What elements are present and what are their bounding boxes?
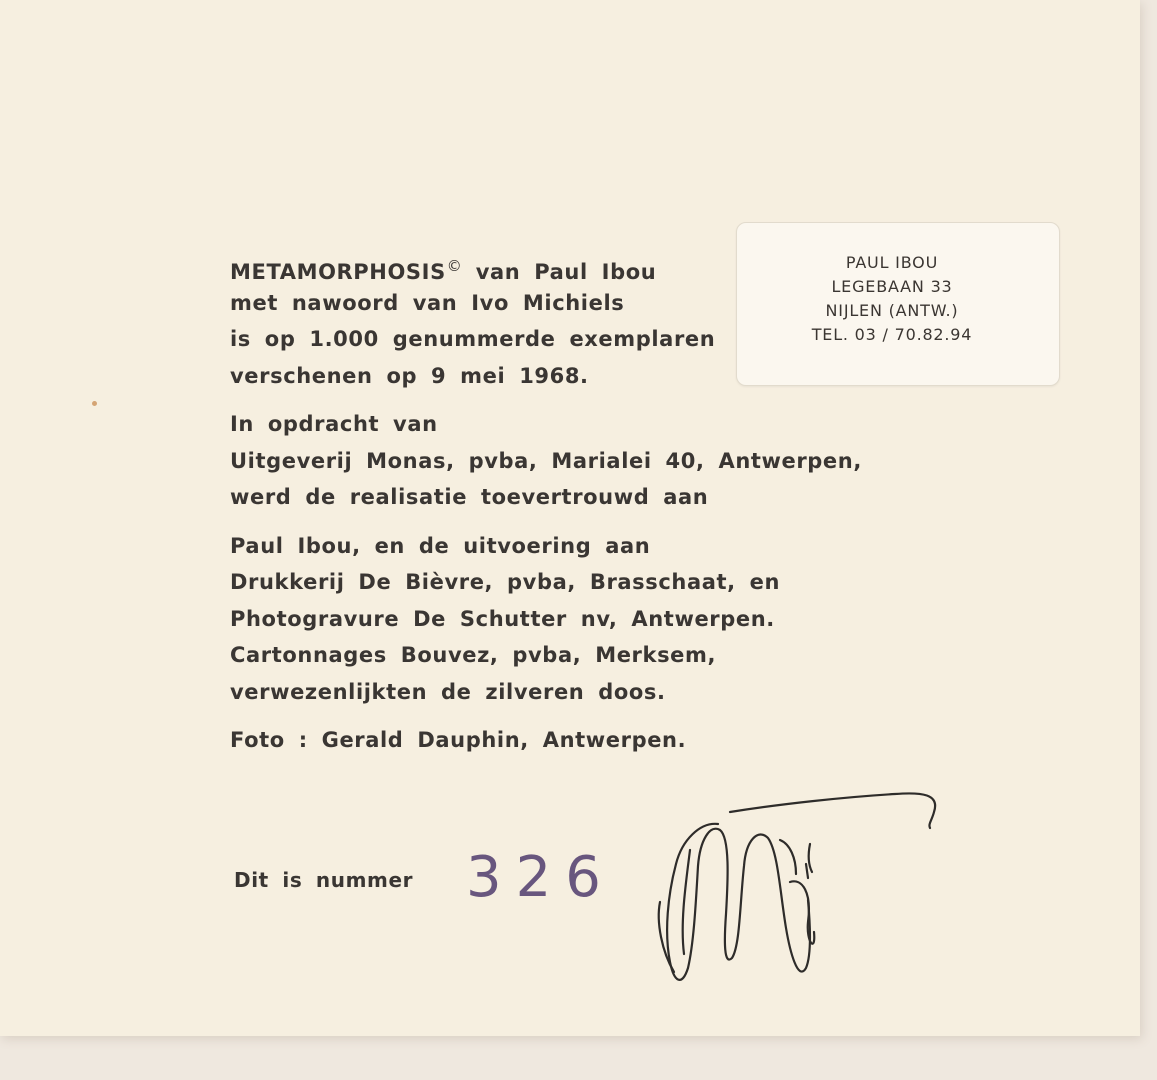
address-phone: TEL. 03 / 70.82.94	[811, 325, 973, 344]
colophon-line: verwezenlijkten de zilveren doos.	[230, 679, 666, 704]
colophon-line: Drukkerij De Bièvre, pvba, Brasschaat, en	[230, 570, 781, 594]
colophon-paragraph-photo	[230, 722, 862, 759]
stamped-number: 326	[466, 845, 615, 910]
colophon-line: In opdracht van	[230, 412, 438, 436]
book-title: METAMORPHOSIS	[230, 260, 446, 284]
colophon-line: Cartonnages Bouvez, pvba, Merksem,	[230, 643, 717, 667]
author-text: van Paul Ibou	[461, 260, 657, 284]
address-label	[736, 222, 1060, 386]
address-lines	[737, 251, 1047, 347]
address-city: NIJLEN (ANTW.)	[825, 301, 959, 320]
address-street: LEGEBAAN 33	[831, 277, 953, 296]
colophon-line: Photogravure De Schutter nv, Antwerpen.	[230, 606, 775, 631]
colophon-line: Foto : Gerald Dauphin, Antwerpen.	[230, 728, 687, 752]
paper-spot	[92, 401, 97, 406]
copyright-mark: ©	[446, 257, 462, 275]
colophon-line: werd de realisatie toevertrouwd aan	[230, 485, 709, 509]
colophon-line: Paul Ibou, en de uitvoering aan	[230, 533, 651, 558]
number-label: Dit is nummer	[234, 868, 414, 892]
colophon-line: is op 1.000 genummerde exemplaren	[230, 327, 716, 351]
colophon-line: verschenen op 9 mei 1968.	[230, 363, 589, 388]
handwritten-signature	[640, 782, 960, 992]
colophon-paragraph-publisher	[230, 406, 862, 516]
colophon-line: met nawoord van Ivo Michiels	[230, 290, 625, 315]
colophon-paragraph-production	[230, 528, 862, 711]
colophon-line: Uitgeverij Monas, pvba, Marialei 40, Antwerpen,	[230, 448, 862, 473]
address-name: PAUL IBOU	[845, 253, 939, 272]
